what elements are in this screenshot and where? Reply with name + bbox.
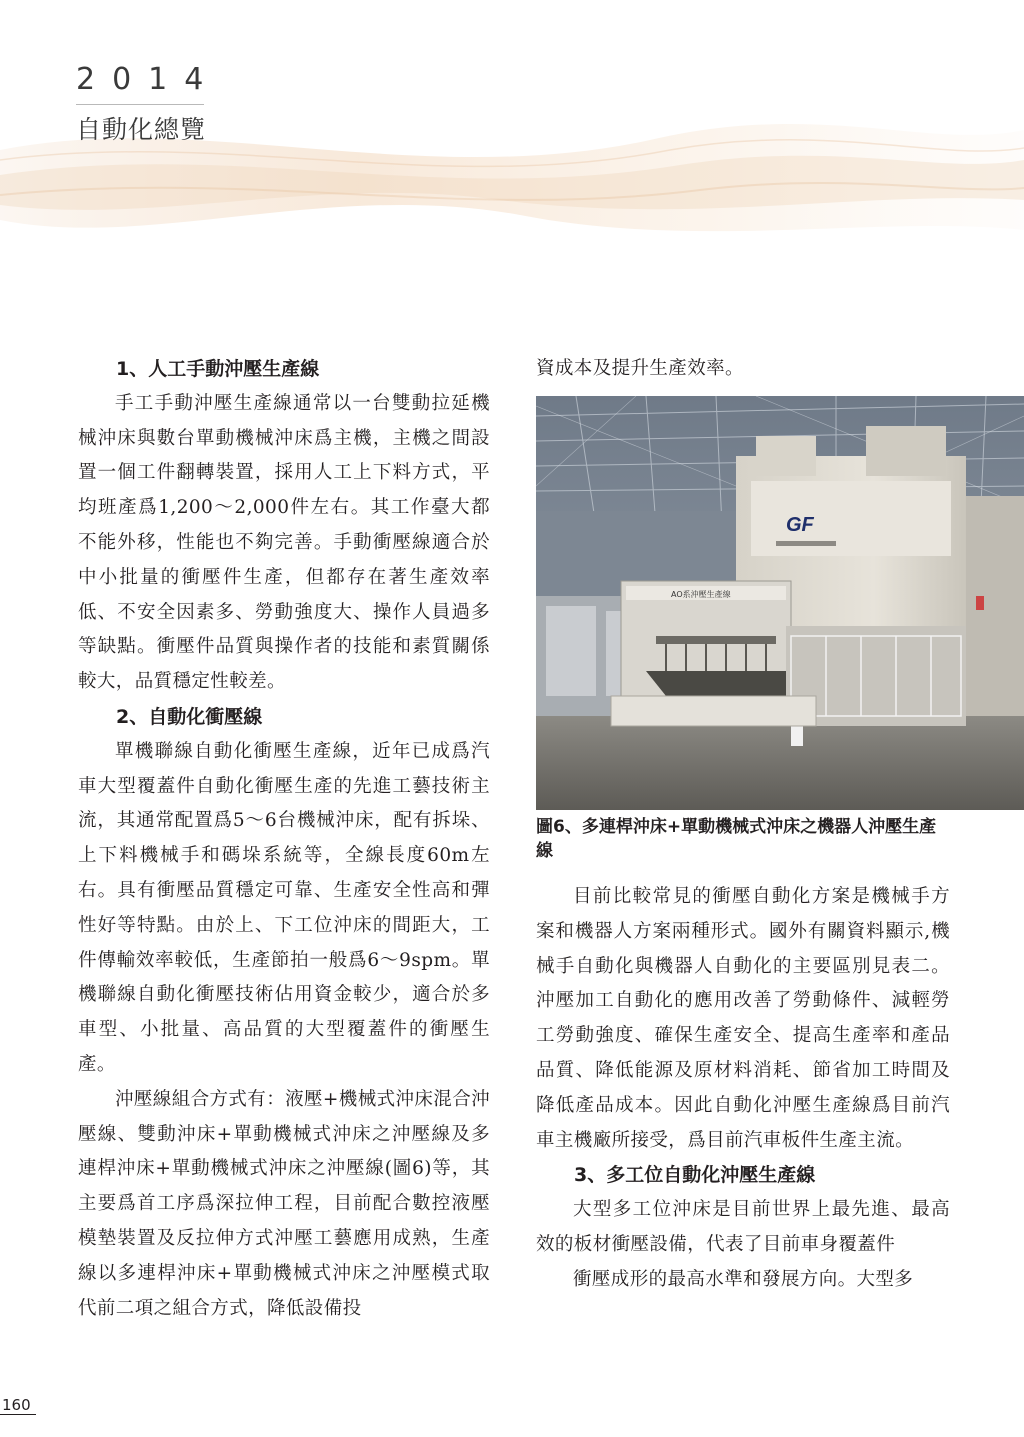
header-subtitle: 自動化總覽 — [76, 115, 207, 144]
right-column-bottom — [536, 880, 950, 1298]
section-heading-1: 1、人工手動沖壓生產線 — [116, 358, 320, 380]
paragraph-6: 衝壓成形的最高水準和發展方向。大型多 — [573, 1268, 914, 1290]
header-year: 2014 — [76, 62, 221, 97]
paragraph-2: 單機聯線自動化衝壓生產線，近年已成爲汽車大型覆蓋件自動化衝壓生產的先進工藝技術主流，其通常配置爲5～6台機械沖床，配有拆垛、上下料機械手和碼垛系統等，全線長度60m左右。具有衝壓品質穩定可靠、生產安全性高和彈性好等特點。由於上、下工位沖床的間距大，工件傳輸效率較低，生產節拍一般爲6～9spm。單機聯線自動化衝壓技術佔用資金較少，適合於多車型、小批量、高品質的大型覆蓋件的衝壓生產。 — [78, 740, 490, 1075]
page-number-rule — [0, 1414, 36, 1415]
section-heading-2: 2、自動化衝壓線 — [116, 705, 263, 728]
section-heading-3: 3、多工位自動化沖壓生產線 — [574, 1164, 816, 1187]
paragraph-continued: 資成本及提升生產效率。 — [536, 358, 744, 379]
press-line-photo — [536, 396, 1024, 810]
figure-caption: 圖6、多連桿沖床+單動機械式沖床之機器人沖壓生產線 — [536, 817, 937, 861]
paragraph-1: 手工手動沖壓生產線通常以一台雙動拉延機械沖床與數台單動機械沖床爲主機，主機之間設置一個工件翻轉裝置，採用人工上下料方式，平均班產爲1,200～2,000件左右。其工作臺大都不能外移，性能也不夠完善。手動衝壓線適合於中小批量的衝壓件生產，但都存在著生產效率低、不安全因素多、勞動強度大、操作人員過多等缺點。衝壓件品質與操作者的技能和素質關係較大，品質穩定性較差。 — [78, 392, 490, 693]
press-label: AO系沖壓生產線 — [671, 590, 731, 599]
left-column — [78, 352, 490, 1326]
right-column-top — [536, 352, 950, 387]
paragraph-4: 目前比較常見的衝壓自動化方案是機械手方案和機器人方案兩種形式。國外有關資料顯示,機械手自動化與機器人自動化的主要區別見表二。沖壓加工自動化的應用改善了勞動條件、減輕勞工勞動強度、確保生產安全、提高生產率和產品品質、降低能源及原材料消耗、節省加工時間及降低產品成本。因此自動化沖壓生產線爲目前汽車主機廠所接受，爲目前汽車板件生產主流。 — [536, 886, 950, 1151]
page-number: 160 — [2, 1396, 31, 1414]
paragraph-5: 大型多工位沖床是目前世界上最先進、最高效的板材衝壓設備，代表了目前車身覆蓋件 — [536, 1199, 950, 1255]
press-logo: GF — [786, 514, 814, 536]
header-divider — [76, 104, 204, 105]
paragraph-3: 沖壓線組合方式有：液壓+機械式沖床混合沖壓線、雙動沖床+單動機械式沖床之沖壓線及多連桿沖床+單動機械式沖床之沖壓線(圖6)等，其主要爲首工序爲深拉伸工程，目前配合數控液壓模墊裝置及反拉伸方式沖壓工藝應用成熟，生產線以多連桿沖床+單動機械式沖床之沖壓模式取代前二項之組合方式，降低設備投 — [78, 1088, 491, 1319]
